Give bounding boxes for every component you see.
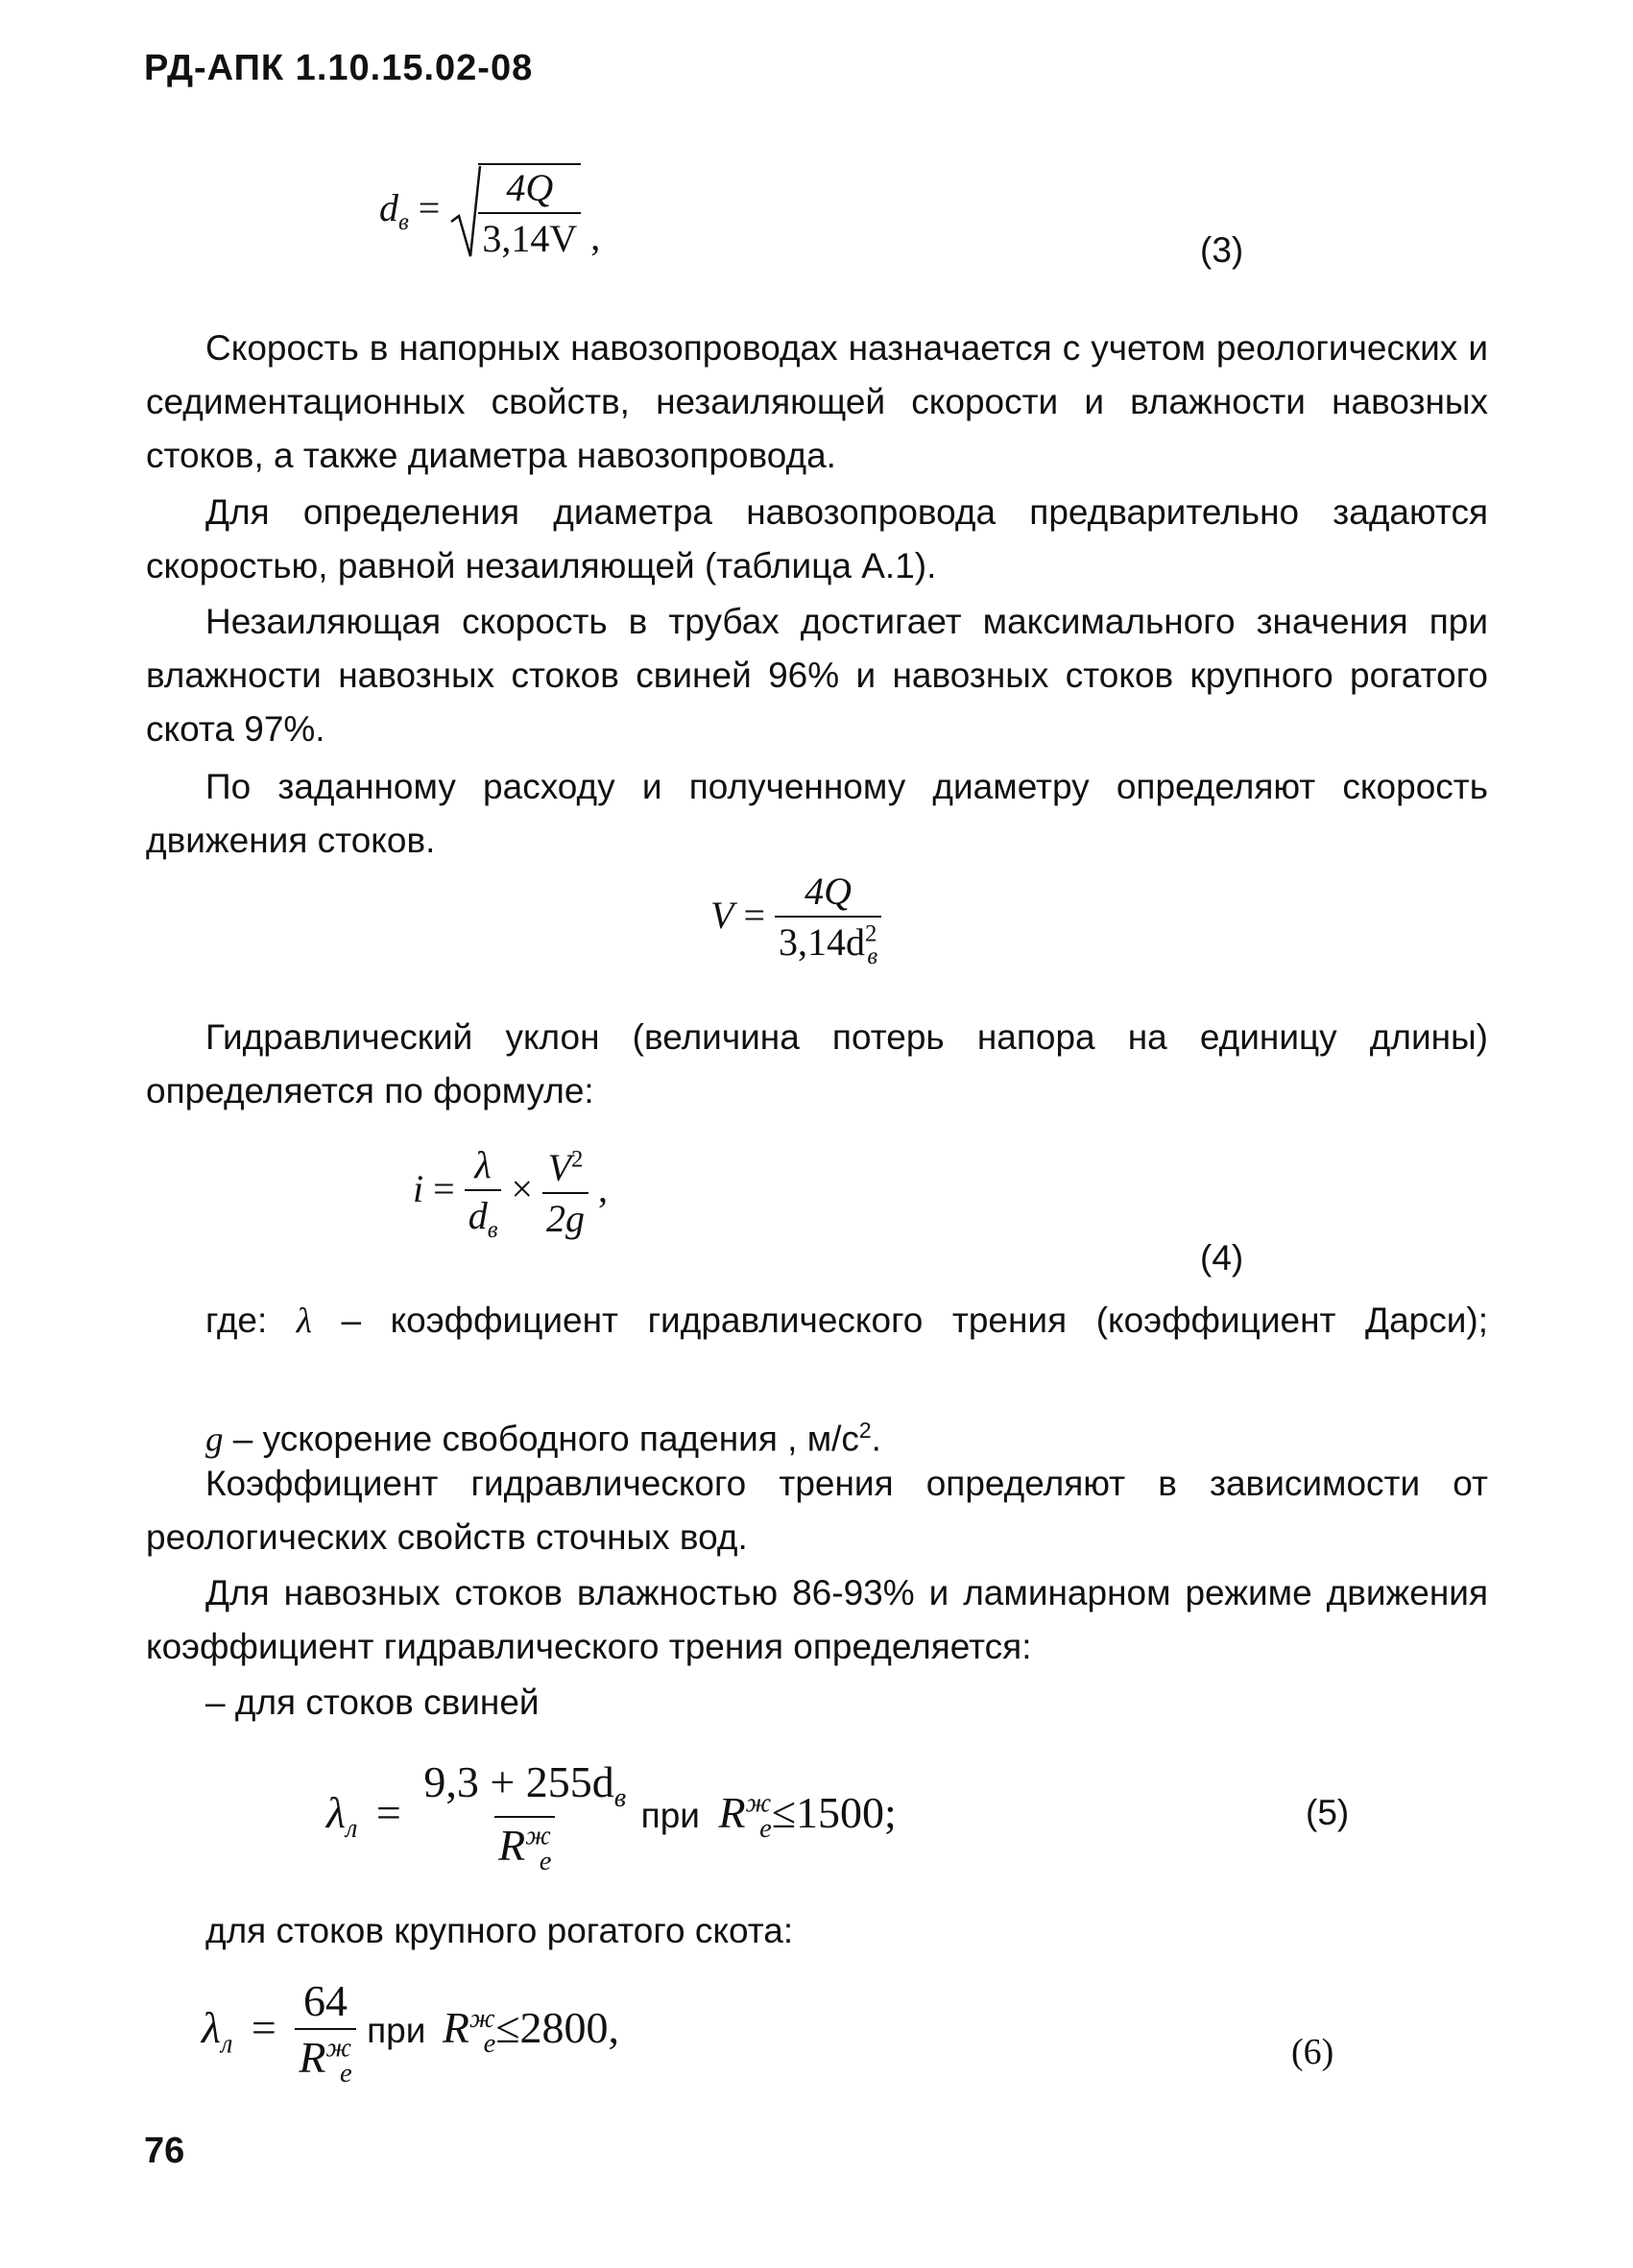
paragraph-definitions: где: λ – коэффициент гидравлического трения (коэффициент Дарси);: [205, 1301, 1488, 1341]
paragraph-9: Для навозных стоков влажностью 86-93% и ламинарном режиме движения коэффициент гидравлического трения определяется:: [146, 1573, 1488, 1666]
equation-number-4: (4): [1200, 1238, 1244, 1277]
paragraph-11: для стоков крупного рогатого скота:: [205, 1911, 794, 1950]
paragraph-4: По заданному расходу и полученному диаметру определяют скорость движения стоков.: [146, 767, 1488, 860]
formula-velocity: V = $\frac{4Q}{3,14d^2_в}$: [710, 869, 881, 970]
formula-6: $\lambda_л$ = $\frac{64}{R^ж_е}$ при $R^ж_е\le 2800$,: [202, 1976, 619, 2089]
equation-number-6: (6): [1291, 2032, 1334, 2072]
radical-sign-icon: [449, 164, 482, 260]
document-code: РД-АПК 1.10.15.02-08: [144, 48, 534, 88]
formula-3: $d_в$ = $\frac{4Q}{3,14V}$ ,: [379, 163, 600, 261]
equation-number-3: (3): [1200, 230, 1244, 270]
paragraph-8: Коэффициент гидравлического трения определяют в зависимости от реологических свойств сточных вод.: [146, 1464, 1488, 1557]
formula-4: i = $\frac{\lambda}{d_в}$ × $\frac{V^2}{2g}$ ,: [413, 1143, 609, 1243]
page-number: 76: [144, 2131, 185, 2171]
paragraph-1: Скорость в напорных навозопроводах назначается с учетом реологических и седиментационных свойств, незаиляющей скорости и влажности навозных стоков, а также диаметра навозопровода.: [146, 328, 1488, 475]
paragraph-10: – для стоков свиней: [205, 1683, 540, 1722]
formula-5: $\lambda_л$ = $\frac{9,3 + 255d_в}{R^ж_е}$ при $R^ж_е\le 1500$;: [326, 1757, 897, 1877]
paragraph-5: Гидравлический уклон (величина потерь напора на единицу длины) определяется по формуле:: [146, 1017, 1488, 1110]
paragraph-g-definition: g – ускорение свободного падения , $м/с^2$.: [205, 1418, 881, 1460]
paragraph-3: Незаиляющая скорость в трубах достигает максимального значения при влажности навозных стоков свиней 96% и навозных стоков крупного рогатого скота 97%.: [146, 602, 1488, 749]
equation-number-5: (5): [1306, 1793, 1350, 1832]
paragraph-2: Для определения диаметра навозопровода предварительно задаются скоростью, равной незаиляющей (таблица А.1).: [146, 492, 1488, 585]
